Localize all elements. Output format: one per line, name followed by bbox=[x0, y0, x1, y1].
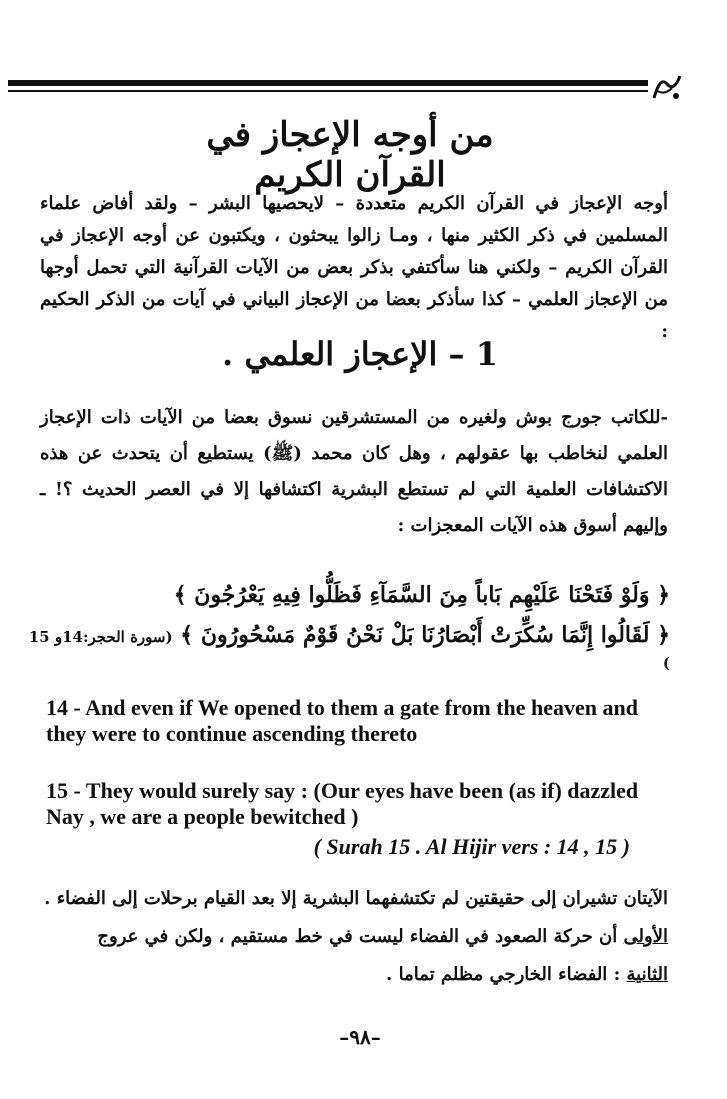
verse-15 bbox=[20, 622, 670, 674]
page-number: –٩٨– bbox=[339, 1025, 381, 1049]
page-title: من أوجه الإعجاز في القرآن الكريم bbox=[206, 115, 494, 195]
english-reference: ( Surah 15 . Al Hijir vers : 14 , 15 ) bbox=[313, 834, 630, 859]
english-verse-14: 14 - And even if We opened to them a gate from the heaven and they were to continue ascending thereto bbox=[46, 695, 638, 746]
explanation-line-1: الآيتان تشيران إلى حقيقتين لم تكتشفهما البشرية إلا بعد القيام برحلات إلى الفضاء . bbox=[44, 888, 668, 909]
verse-15-text: ﴿ لَقَالُوا إِنَّمَا سُكِّرَتْ أَبْصَارُنَا بَلْ نَحْنُ قَوْمٌ مَسْحُورُونَ ﴾ bbox=[180, 622, 670, 648]
explanation-paragraph bbox=[40, 880, 668, 994]
header-rule-thick bbox=[8, 80, 648, 86]
second-text: : الفضاء الخارجي مظلم تماما . bbox=[386, 964, 627, 985]
verse-14: ﴿ وَلَوْ فَتَحْنَا عَلَيْهِم بَاباً مِنَ السَّمَآءِ فَظَلُّوا فِيهِ يَعْرُجُونَ ﴾ bbox=[173, 582, 670, 608]
seal-icon bbox=[650, 70, 684, 104]
explanation-second bbox=[40, 956, 668, 994]
first-text: أن حركة الصعود في الفضاء ليست في خط مستقيم ، ولكن في عروج bbox=[97, 926, 624, 947]
section-paragraph: -للكاتب جورج بوش ولغيره من المستشرقين نسوق بعضا من الآيات ذات الإعجاز العلمي لنخاطب بها عقولهم ، وهل كان محمد (ﷺ) يستطيع أن يتحدث عن هذه الاكتشافات العلمية التي لم تستطع البشرية اكتشافها إلا في العصر الحديث ؟! ـ وإليهم أسوق هذه الآيات المعجزات : bbox=[40, 407, 668, 536]
section-title: 1 – الإعجاز العلمي . bbox=[222, 335, 498, 373]
verse-reference: (سورة الحجر:14و 15 ) bbox=[28, 628, 670, 672]
intro-paragraph: أوجه الإعجاز في القرآن الكريم متعددة – لايحصيها البشر – ولقد أفاض علماء المسلمين في ذكر الكثير منها ، ومـا زالوا يبحثون ، ويكتبون عن أوجه الإعجاز في القرآن الكريم – ولكني هنا سأكتفي بذكر بعض من الآيات القرآنية التي تحمل أوجها من الإعجاز العلمي – كذا سأذكر بعضا من الإعجاز البياني في آيات من الذكر الحكيم : bbox=[40, 193, 668, 342]
english-verse-15: 15 - They would surely say : (Our eyes have been (as if) dazzled Nay , we are a people bewitched ) bbox=[46, 778, 639, 829]
first-label: الأولى bbox=[623, 926, 668, 947]
second-label: الثانية bbox=[626, 964, 668, 985]
seal-emblem bbox=[650, 70, 684, 104]
explanation-first bbox=[40, 918, 668, 956]
header-rule-thin bbox=[8, 90, 648, 92]
